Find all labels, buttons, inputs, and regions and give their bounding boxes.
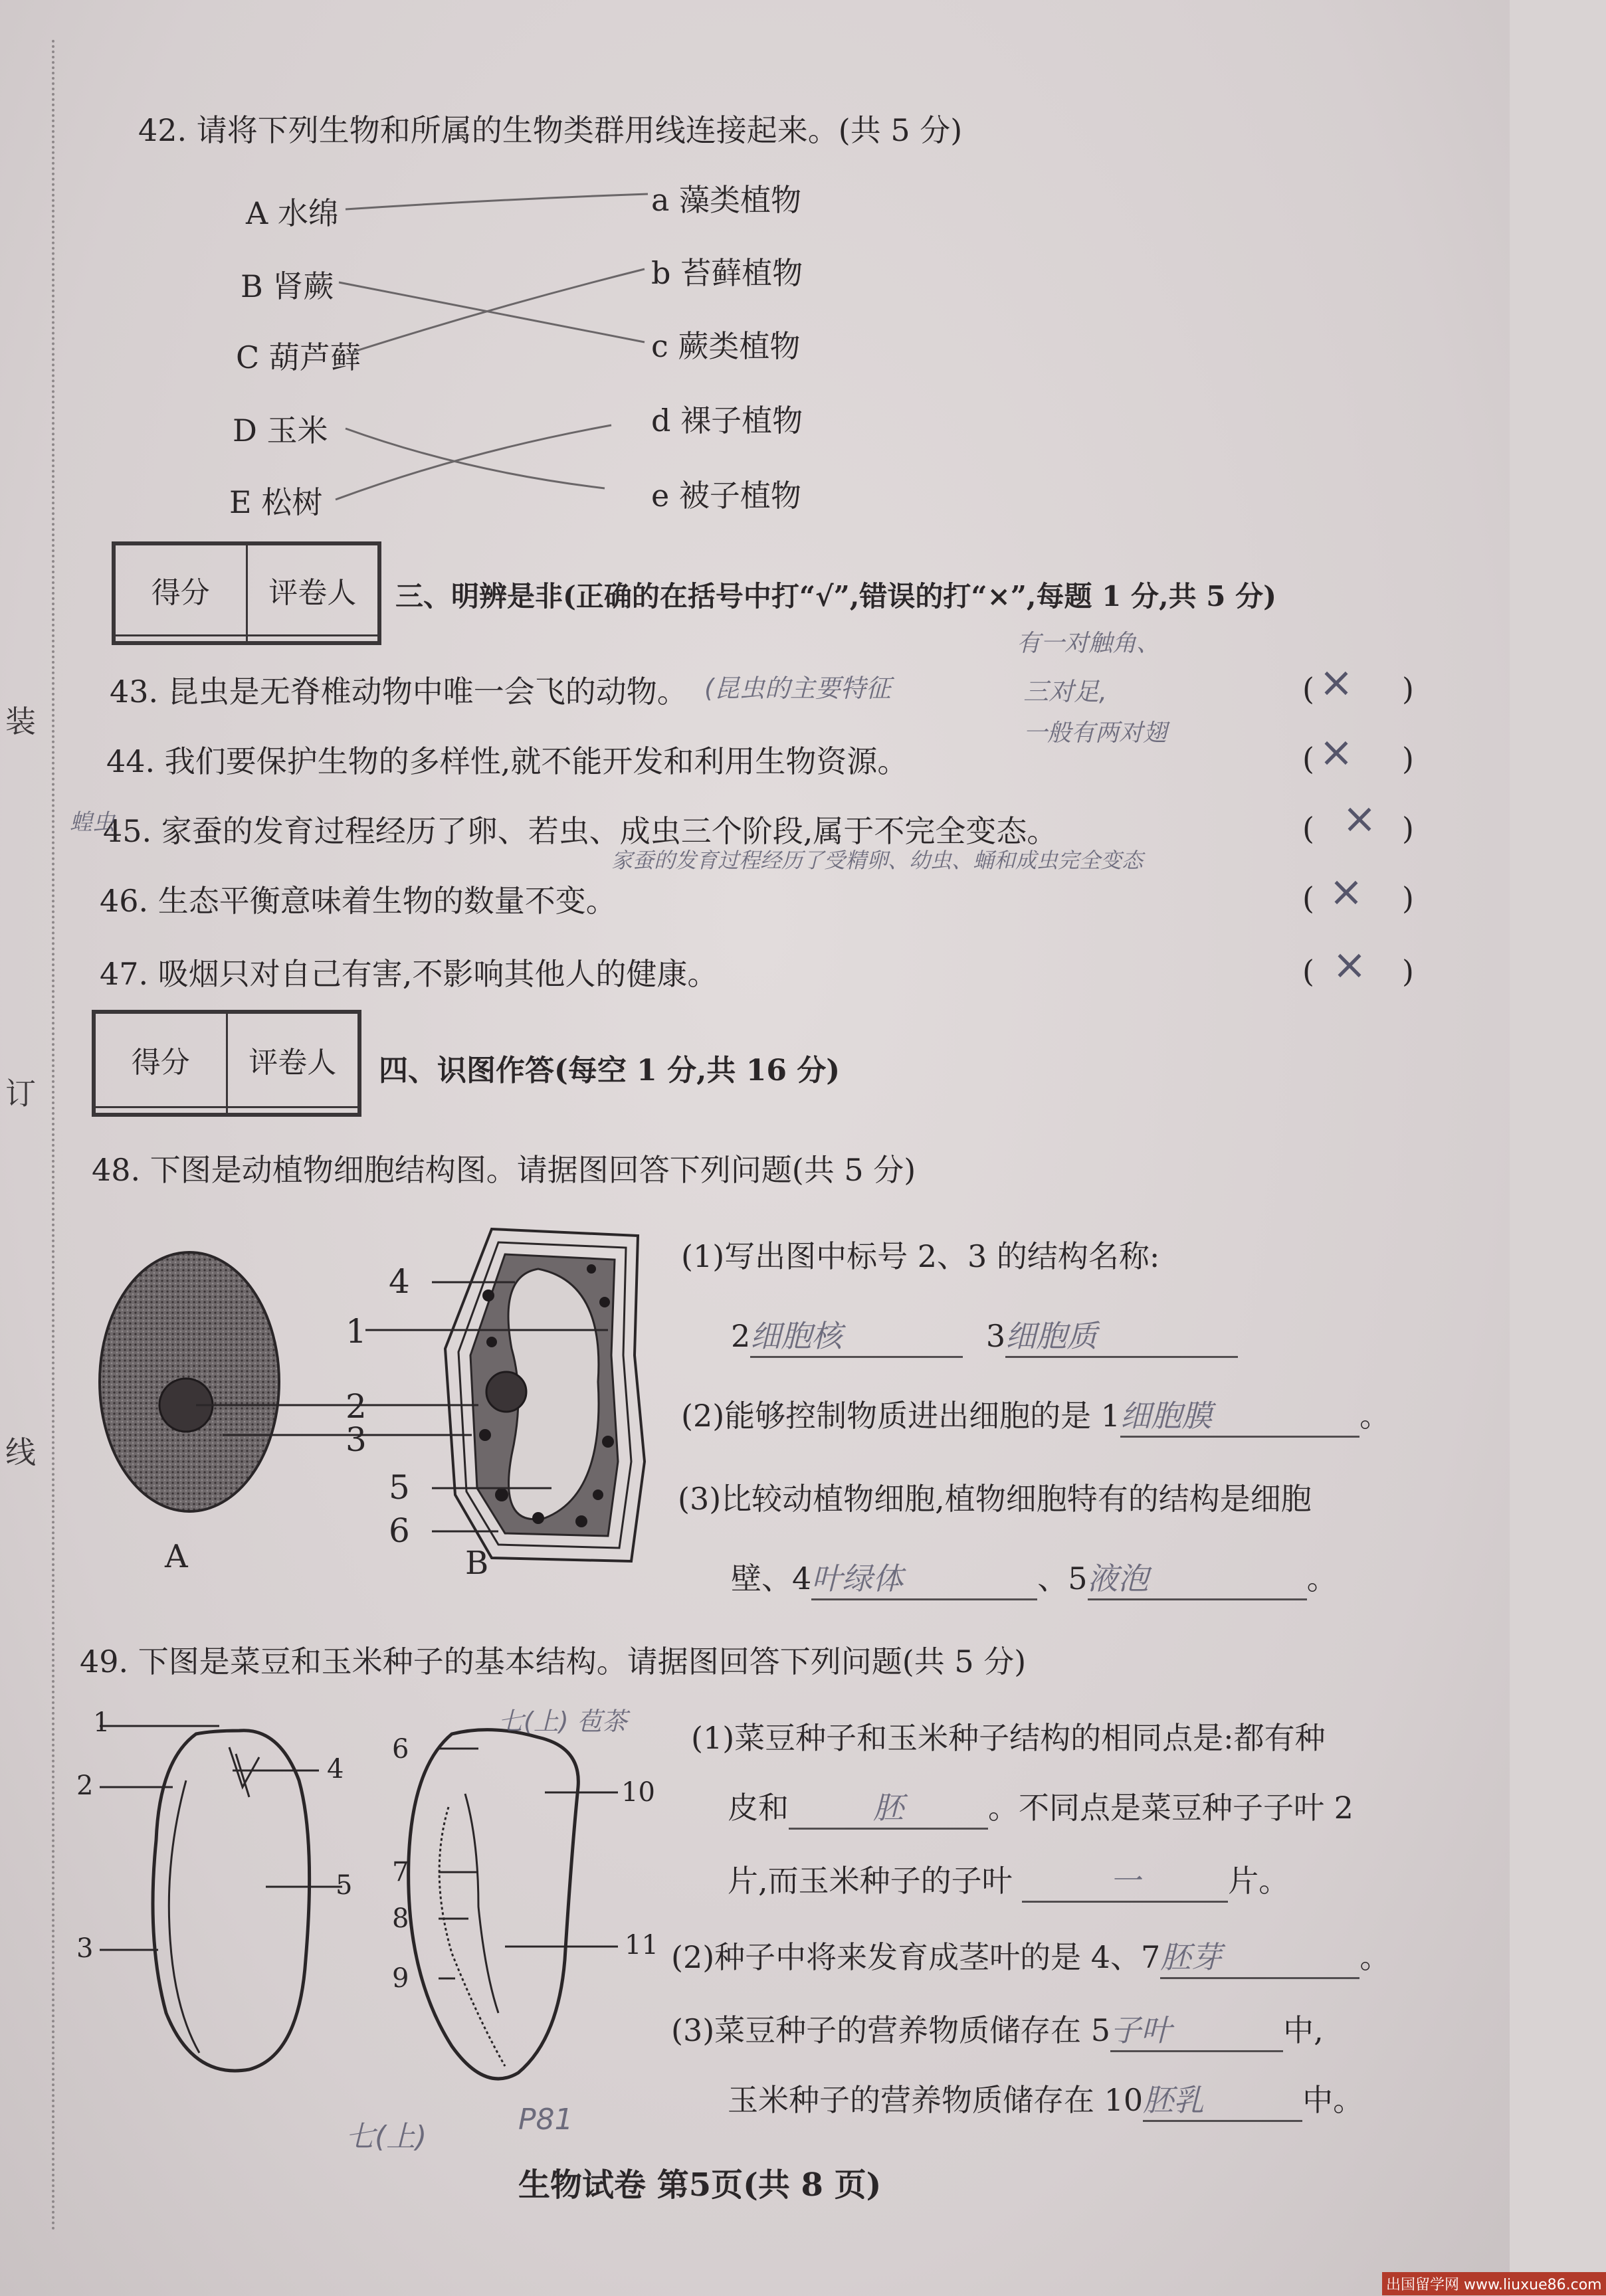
q42-right-item: d 裸子植物 bbox=[651, 403, 803, 438]
answer-paren-left: ( bbox=[1302, 671, 1314, 707]
q49-part3: (3)菜豆种子的营养物质储存在 5子叶 中, bbox=[671, 2006, 1324, 2052]
cell-label: 4 bbox=[389, 1262, 410, 1301]
answer-blank: 胚乳 bbox=[1143, 2076, 1302, 2122]
q49-part1-line2: 皮和 胚 。不同点是菜豆种子子叶 2 bbox=[728, 1784, 1354, 1830]
tf-item: 43. 昆虫是无脊椎动物中唯一会飞的动物。 bbox=[110, 674, 688, 710]
answer-blank: 细胞核 bbox=[750, 1312, 963, 1358]
handwritten-note: P81 bbox=[518, 2103, 573, 2137]
q42-title: 42. 请将下列生物和所属的生物类群用线连接起来。(共 5 分) bbox=[138, 112, 963, 148]
cell-label: B bbox=[465, 1545, 489, 1582]
score-box bbox=[112, 541, 381, 645]
tf-item: 45. 家蚕的发育过程经历了卵、若虫、成虫三个阶段,属于不完全变态。 bbox=[103, 813, 1058, 849]
seed-label: 1 bbox=[93, 1707, 110, 1738]
answer-blank: 胚芽 bbox=[1160, 1933, 1359, 1979]
handwritten-note: 有一对触角、 bbox=[1017, 630, 1161, 657]
answer-blank: 胚 bbox=[789, 1784, 988, 1830]
q42-right-item: b 苔藓植物 bbox=[651, 255, 803, 291]
seed-label: 2 bbox=[76, 1770, 94, 1801]
q42-left-item: A 水绵 bbox=[246, 195, 339, 231]
cell-label: A bbox=[165, 1538, 188, 1575]
answer-blank: 叶绿体 bbox=[811, 1555, 1037, 1600]
q42-left-item: E 松树 bbox=[229, 484, 323, 520]
seed-label: 9 bbox=[392, 1963, 409, 1994]
seed-label: 10 bbox=[621, 1777, 655, 1808]
tf-item: 47. 吸烟只对自己有害,不影响其他人的健康。 bbox=[100, 956, 718, 992]
binding-char: 装 bbox=[5, 704, 36, 739]
score-label: 得分 bbox=[115, 545, 247, 636]
handwritten-note: 蝗虫 bbox=[70, 809, 115, 836]
cell-label: 6 bbox=[389, 1511, 410, 1550]
cell-label: 3 bbox=[346, 1420, 367, 1459]
score-box bbox=[92, 1010, 361, 1117]
grader-label: 评卷人 bbox=[247, 545, 379, 636]
tf-item: 46. 生态平衡意味着生物的数量不变。 bbox=[100, 883, 617, 919]
seed-diagram bbox=[80, 1707, 678, 2119]
q42-right-item: c 蕨类植物 bbox=[651, 328, 801, 364]
exam-page: 装 订 线 42. 请将下列生物和所属的生物类群用线连接起来。(共 5 分) A 水绵 B 肾蕨 C 葫芦藓 D 玉米 E 松树 a 藻类植物 b 苔藓植物 c 蕨类植物 d 裸子植物 e 被子植物 得分 评卷人 三、明辨是非(正确的在括号中打“√”,错误的打“×”,每题 1 分,共 5 分) 43. 昆虫是无脊椎动物中唯一会飞的动物。 44. 我们要保护生物的多样性,就不能开发和利用生物资源。 45. 家蚕的发育过程经历了卵、若虫、成虫三个阶段,属于不完全变态。 46. 生态平衡意味着生物的数量不变。 47. 吸烟只对自己有害,不影响其他人的健康。 ( ) ( ) ( ) ( ) ( ) × × × × × (昆虫的主要特征 有一对触角、 三对足, 一般有两对翅 蝗虫 家蚕的发育过程经历了受精卵、幼虫、蛹和成虫完全变态 得分 评卷人 四、识图作答(每空 1 分,共 16 分) 48. 下图是动植物细胞结构图。请据图回答下列问题(共 5 分) 1 2 3 4 5 6 A B (1)写出图中标号 2、3 的结构名称: 2细胞核 3细胞质 (2)能够控制物质进出细胞的是 1细胞膜 。 (3)比较动植物细胞,植物细胞特有的结构是细胞 壁、4叶绿体 、5液泡 。 49. 下图是菜豆和玉米种子的基本结构。请据图回答下列问题(共 5 分) 1 2 3 4 5 6 7 8 9 10 11 七(上) 苞茶 七(上) P81 (1)菜豆种子和玉米种子结构的相同点是:都有种 皮和 胚 。不同点是菜豆种子子叶 2 片,而玉米种子的子叶 一 片。 (2)种子中将来发育成茎叶的是 4、7胚芽 。 (3)菜豆种子的营养物质储存在 5子叶 中, 玉米种子的营养物质储存在 10胚乳 中。 生物试卷 第5页(共 8 页) 出国留学网 www.liuxue86.com bbox=[0, 0, 1510, 2296]
answer-paren-right: ) bbox=[1402, 671, 1414, 707]
q48-part3: (3)比较动植物细胞,植物细胞特有的结构是细胞 bbox=[678, 1481, 1312, 1517]
handwritten-note: 七(上) bbox=[346, 2120, 427, 2154]
q42-left-item: D 玉米 bbox=[233, 413, 328, 448]
seed-label: 8 bbox=[392, 1903, 409, 1934]
grader-label: 评卷人 bbox=[227, 1013, 359, 1107]
section4-title: 四、识图作答(每空 1 分,共 16 分) bbox=[379, 1054, 841, 1088]
cell-label: 5 bbox=[389, 1468, 410, 1507]
cell-label: 1 bbox=[346, 1312, 367, 1351]
tf-item: 44. 我们要保护生物的多样性,就不能开发和利用生物资源。 bbox=[106, 743, 908, 779]
answer-blank: 细胞膜 bbox=[1120, 1392, 1359, 1438]
watermark: 出国留学网 www.liuxue86.com bbox=[1382, 2272, 1606, 2295]
answer-mark: × bbox=[1329, 867, 1363, 915]
score-label: 得分 bbox=[95, 1013, 227, 1107]
answer-mark: × bbox=[1342, 794, 1377, 842]
seed-label: 7 bbox=[392, 1857, 409, 1887]
answer-mark: × bbox=[1319, 658, 1354, 706]
seed-label: 3 bbox=[76, 1933, 94, 1964]
answer-blank: 液泡 bbox=[1088, 1555, 1307, 1600]
binding-char: 线 bbox=[5, 1434, 36, 1470]
q49-part3-line2: 玉米种子的营养物质储存在 10胚乳 中。 bbox=[728, 2076, 1363, 2122]
seed-label: 11 bbox=[625, 1930, 658, 1961]
q48-part1: (1)写出图中标号 2、3 的结构名称: bbox=[681, 1238, 1160, 1274]
q48-part3-blanks: 壁、4叶绿体 、5液泡 。 bbox=[731, 1555, 1338, 1600]
cell-diagram bbox=[86, 1216, 664, 1588]
handwritten-note: 七(上) 苞茶 bbox=[498, 1707, 627, 1736]
handwritten-note: 家蚕的发育过程经历了受精卵、幼虫、蛹和成虫完全变态 bbox=[611, 848, 1144, 873]
binding-char: 订 bbox=[5, 1076, 36, 1111]
handwritten-note: (昆虫的主要特征 bbox=[704, 674, 891, 703]
seed-label: 6 bbox=[392, 1734, 409, 1765]
q49-part1-line3: 片,而玉米种子的子叶 一 片。 bbox=[728, 1857, 1289, 1903]
q42-right-item: e 被子植物 bbox=[651, 478, 801, 514]
seed-label: 5 bbox=[336, 1870, 353, 1901]
q49-title: 49. 下图是菜豆和玉米种子的基本结构。请据图回答下列问题(共 5 分) bbox=[80, 1644, 1027, 1679]
answer-mark: × bbox=[1319, 727, 1354, 776]
q42-left-item: B 肾蕨 bbox=[241, 268, 334, 304]
cell-label: 2 bbox=[346, 1387, 367, 1426]
q48-blank-line: 2细胞核 3细胞质 bbox=[731, 1312, 1238, 1358]
handwritten-note: 三对足, bbox=[1023, 677, 1108, 706]
q48-part2: (2)能够控制物质进出细胞的是 1细胞膜 。 bbox=[681, 1392, 1390, 1438]
q42-left-item: C 葫芦藓 bbox=[236, 339, 361, 375]
seed-label: 4 bbox=[327, 1754, 344, 1784]
handwritten-note: 一般有两对翅 bbox=[1023, 719, 1167, 747]
q49-part1: (1)菜豆种子和玉米种子结构的相同点是:都有种 bbox=[691, 1720, 1326, 1756]
section3-title: 三、明辨是非(正确的在括号中打“√”,错误的打“×”,每题 1 分,共 5 分) bbox=[395, 580, 1276, 613]
q42-right-item: a 藻类植物 bbox=[651, 182, 802, 218]
answer-blank: 子叶 bbox=[1110, 2006, 1283, 2052]
answer-blank: 细胞质 bbox=[1005, 1312, 1238, 1358]
answer-blank: 一 bbox=[1022, 1857, 1228, 1903]
page-footer: 生物试卷 第5页(共 8 页) bbox=[518, 2166, 882, 2204]
answer-mark: × bbox=[1332, 940, 1367, 989]
q48-title: 48. 下图是动植物细胞结构图。请据图回答下列问题(共 5 分) bbox=[92, 1152, 916, 1188]
q49-part2: (2)种子中将来发育成茎叶的是 4、7胚芽 。 bbox=[671, 1933, 1390, 1979]
